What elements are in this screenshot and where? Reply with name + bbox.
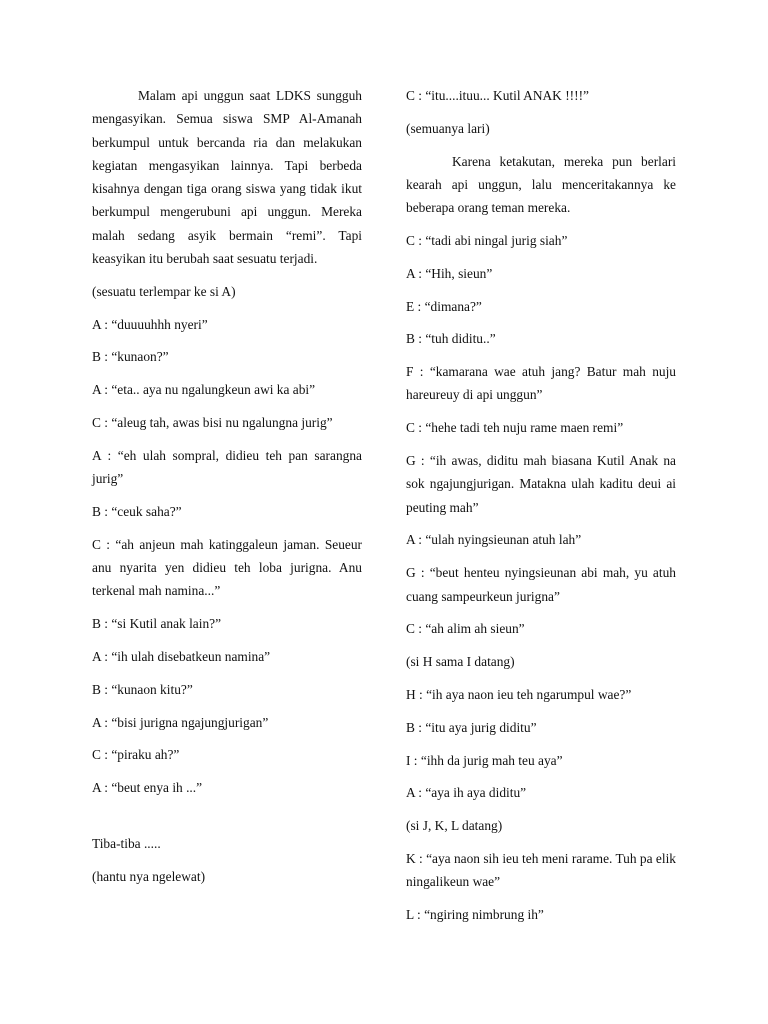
dialogue-line: E : “dimana?” <box>406 298 482 314</box>
dialogue-line: B : “ceuk saha?” <box>92 503 182 519</box>
dialogue-line: A : “ulah nyingsieunan atuh lah” <box>406 532 582 548</box>
right-column <box>406 84 676 936</box>
dialogue-line: C : “piraku ah?” <box>92 747 180 763</box>
dialogue-line: G : “beut henteu nyingsieunan abi mah, yu atuh cuang sampeurkeun jurigna” <box>406 565 676 604</box>
dialogue-line: A : “Hih, sieun” <box>406 265 493 281</box>
dialogue-line: A : “eh ulah sompral, didieu teh pan sarangna jurig” <box>92 447 362 487</box>
dialogue-line: L : “ngiring nimbrung ih” <box>406 907 544 923</box>
left-column <box>92 84 362 898</box>
dialogue-line: A : “eta.. aya nu ngalungkeun awi ka abi” <box>92 382 316 398</box>
narration-line: Tiba-tiba ..... <box>92 836 161 852</box>
stage-direction: (si H sama I datang) <box>406 654 515 670</box>
stage-direction: (semuanya lari) <box>406 120 490 136</box>
dialogue-line: B : “si Kutil anak lain?” <box>92 616 222 632</box>
dialogue-line: A : “beut enya ih ...” <box>92 780 203 796</box>
dialogue-line: B : “kunaon?” <box>92 349 169 365</box>
dialogue-line: K : “aya naon sih ieu teh meni rarame. Tuh pa elik ningalikeun wae” <box>406 850 676 890</box>
dialogue-line: C : “tadi abi ningal jurig siah” <box>406 232 568 248</box>
dialogue-line: C : “hehe tadi teh nuju rame maen remi” <box>406 420 624 436</box>
narration-paragraph: Karena ketakutan, mereka pun berlari kearah api unggun, lalu menceritakannya ke beberapa orang teman mereka. <box>406 153 676 216</box>
dialogue-line: C : “aleug tah, awas bisi nu ngalungna jurig” <box>92 415 333 431</box>
dialogue-line: A : “ih ulah disebatkeun namina” <box>92 648 271 664</box>
stage-direction: (hantu nya ngelewat) <box>92 869 206 885</box>
narration-paragraph: Malam api unggun saat LDKS sungguh mengasyikan. Semua siswa SMP Al-Amanah berkumpul untuk bercanda ria dan melakukan kegiatan mengasyikan lainnya. Tapi berbeda kisahnya dengan tiga orang siswa yang tidak ikut berkumpul mengerubuni api unggun. Mereka malah sedang asyik bermain “remi”. Tapi keasyikan itu berubah saat sesuatu terjadi. <box>92 88 362 267</box>
dialogue-line: I : “ihh da jurig mah teu aya” <box>406 752 563 768</box>
stage-direction: (si J, K, L datang) <box>406 818 503 834</box>
dialogue-line: B : “tuh diditu..” <box>406 331 496 347</box>
dialogue-line: G : “ih awas, diditu mah biasana Kutil Anak na sok ngajungjurigan. Matakna ulah kaditu deui ai peuting mah” <box>406 453 676 515</box>
dialogue-line: B : “kunaon kitu?” <box>92 681 193 697</box>
dialogue-line: C : “ah alim ah sieun” <box>406 621 525 637</box>
dialogue-line: F : “kamarana wae atuh jang? Batur mah nuju hareureuy di api unggun” <box>406 364 676 403</box>
dialogue-line: B : “itu aya jurig diditu” <box>406 719 537 735</box>
dialogue-line: C : “itu....ituu... Kutil ANAK !!!!” <box>406 88 589 103</box>
dialogue-line: A : “aya ih aya diditu” <box>406 785 527 801</box>
dialogue-line: C : “ah anjeun mah katinggaleun jaman. Seueur anu nyarita yen didieu teh loba jurigna. Anu terkenal mah namina...” <box>92 536 362 599</box>
stage-direction: (sesuatu terlempar ke si A) <box>92 283 236 299</box>
dialogue-line: A : “bisi jurigna ngajungjurigan” <box>92 714 269 730</box>
dialogue-line: H : “ih aya naon ieu teh ngarumpul wae?” <box>406 686 632 702</box>
dialogue-line: A : “duuuuhhh nyeri” <box>92 316 208 332</box>
